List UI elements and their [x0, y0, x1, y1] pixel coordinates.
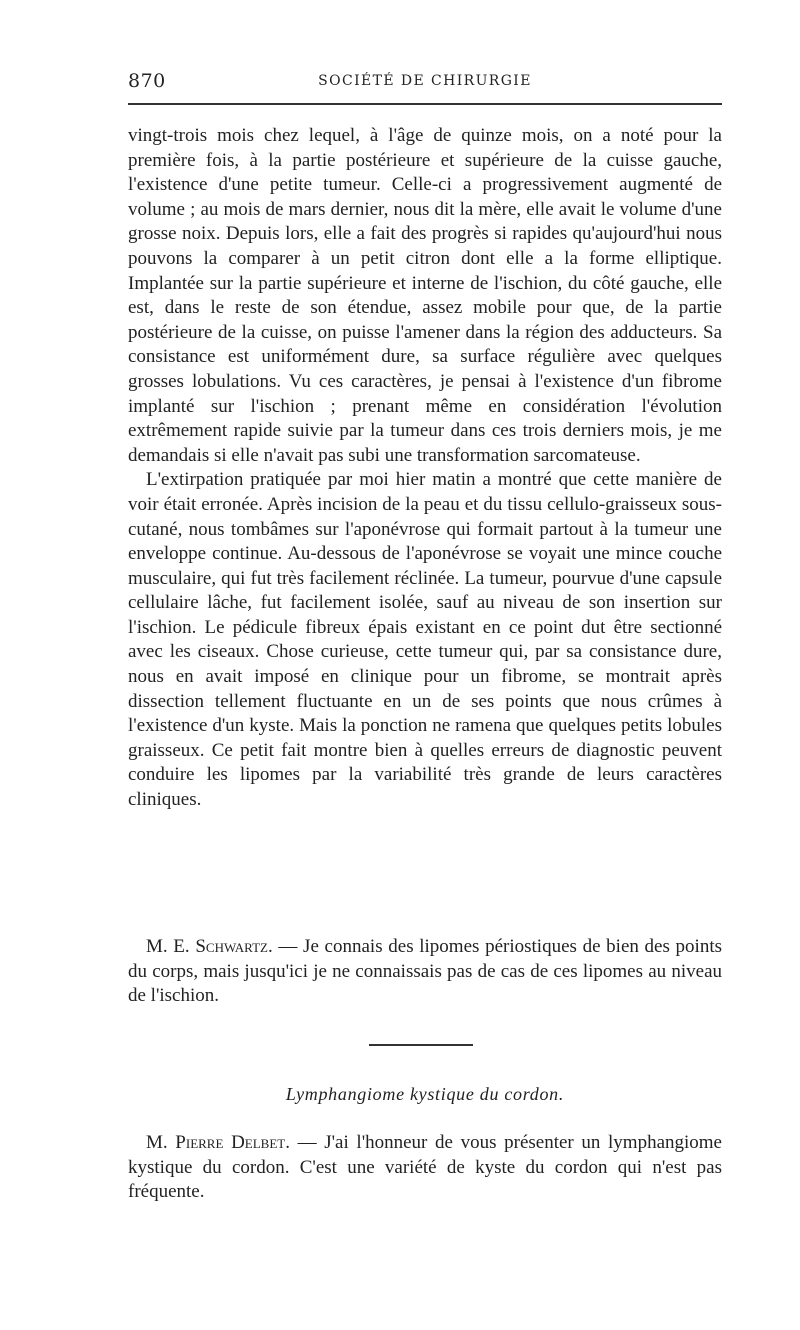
running-head-title: SOCIÉTÉ DE CHIRURGIE	[318, 73, 532, 89]
speaker-last-name: Delbet	[231, 1132, 286, 1153]
paragraph-extirpation: L'extirpation pratiquée par moi hier matin a montré que cette manière de voir était erronée. Après incision de la peau et du tissu cellulo-graisseux sous-cutané, nous tombâmes sur l'aponévrose qui formait partout à la tumeur une enveloppe continue. Au-dessous de l'aponévrose se voyait une mince couche musculaire, qui fut très facilement réclinée. La tumeur, pourvue d'une capsule cellulaire lâche, fut facilement isolée, sauf au niveau de son insertion sur l'ischion. Le pédicule fibreux épais existant en ce point dut être sectionné avec les ciseaux. Chose curieuse, cette tumeur qui, par sa consistance dure, nous en avait imposé en clinique pour un fibrome, se montrait après dissection tellement fluctuante en un de ses points que nous crûmes à l'existence d'un kyste. Mais la ponction ne ramena que quelques petits lobules graisseux. Ce petit fait montre bien à quelles erreurs de diagnostic peuvent conduire les lipomes par la variabilité très grande de leurs caractères cliniques.	[128, 469, 722, 811]
body-text-schwartz	[128, 935, 722, 1009]
header-rule	[128, 103, 722, 105]
speaker-name: Schwartz	[195, 936, 268, 957]
paragraph-delbet-text: . — J'ai l'honneur de vous présenter un lymphangiome kystique du cordon. C'est une variété de kyste du cordon qui n'est pas fréquente.	[128, 1132, 722, 1203]
speaker-prefix: M.	[146, 1132, 176, 1153]
section-title: Lymphangiome kystique du cordon.	[285, 1084, 565, 1104]
speaker-first-name: Pierre	[175, 1132, 224, 1153]
speaker-space	[223, 1132, 231, 1153]
speaker-prefix: M. E.	[146, 936, 196, 957]
paragraph-schwartz-text: . — Je connais des lipomes périostiques de bien des points du corps, mais jusqu'ici je ne connaissais pas de cas de ces lipomes au niveau de l'ischion.	[128, 936, 722, 1007]
page-number: 870	[128, 70, 166, 92]
paragraph-continued: vingt-trois mois chez lequel, à l'âge de quinze mois, on a noté pour la première fois, à la partie postérieure et supérieure de la cuisse gauche, l'existence d'une petite tumeur. Celle-ci a progressivement augmenté de volume ; au mois de mars dernier, nous dit la mère, elle avait le volume d'une grosse noix. Depuis lors, elle a fait des progrès si rapides qu'aujourd'hui nous pouvons la comparer à un petit citron dont elle a la forme elliptique. Implantée sur la partie supérieure et interne de l'ischion, du côté gauche, elle est, dans le reste de son étendue, assez mobile pour que, de la partie postérieure de la cuisse, on puisse l'amener dans la région des adducteurs. Sa consistance est uniformément dure, sa surface régulière avec quelques grosses lobulations. Vu ces caractères, je pensai à l'existence d'un fibrome implanté sur l'ischion ; prenant même en considération l'évolution extrêmement rapide suivie par la tumeur dans ces trois derniers mois, je me demandais si elle n'avait pas subi une transformation sarcomateuse.	[128, 125, 722, 466]
paragraph-schwartz	[128, 935, 722, 1009]
running-head	[128, 70, 722, 96]
body-text-delbet	[128, 1131, 722, 1205]
section-divider	[369, 1044, 473, 1046]
paragraph-delbet	[128, 1131, 722, 1205]
body-text-top	[128, 124, 722, 813]
